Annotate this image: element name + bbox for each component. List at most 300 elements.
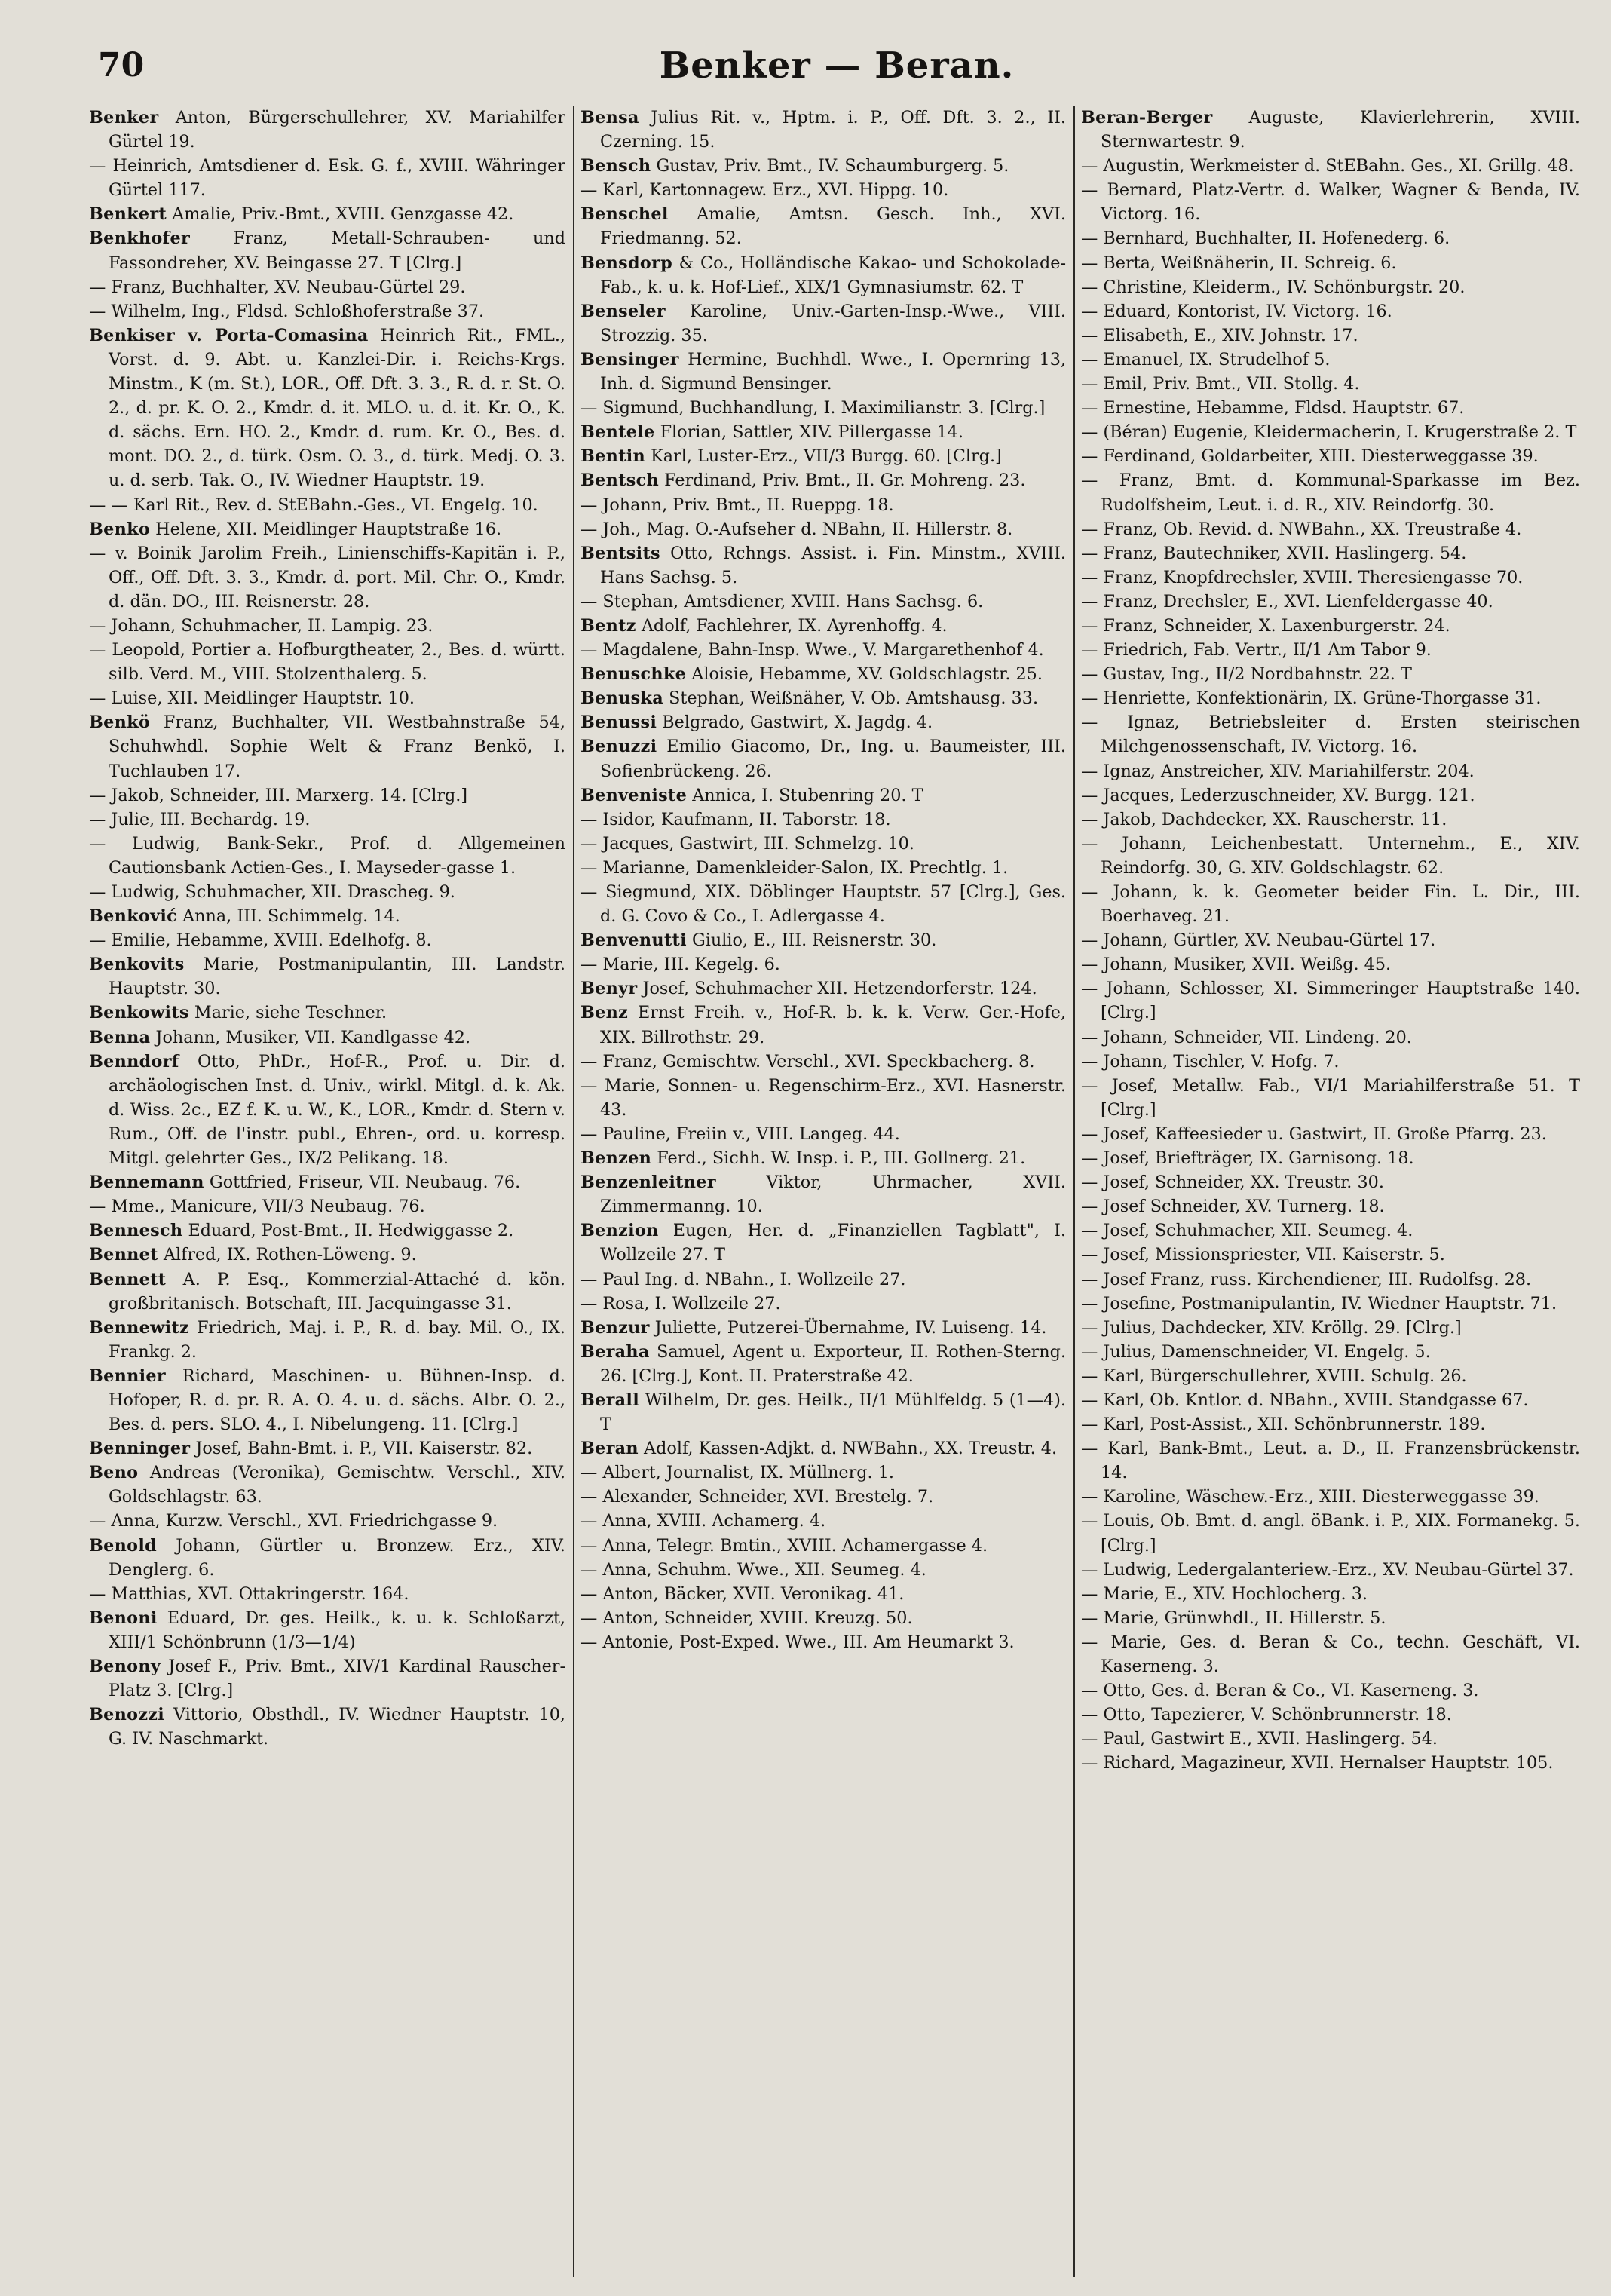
entry-details: — Antonie, Post-Exped. Wwe., III. Am Heumarkt 3.: [580, 1632, 1015, 1652]
directory-entry: [580, 1001, 1066, 1049]
directory-entry: [89, 880, 565, 904]
entry-details: Adolf, Fachlehrer, IX. Ayrenhoffg. 4.: [641, 615, 948, 636]
directory-entry: [580, 517, 1066, 541]
entry-details: — Franz, Schneider, X. Laxenburgerstr. 24.: [1081, 615, 1450, 636]
entry-surname: Bennemann: [89, 1173, 204, 1193]
entry-details: — Ernestine, Hebamme, Fldsd. Hauptstr. 67.: [1081, 398, 1465, 418]
entry-details: — Josef, Schuhmacher, XII. Seumeg. 4.: [1081, 1221, 1413, 1241]
entry-details: — Siegmund, XIX. Döblinger Hauptstr. 57 [Clrg.], Ges. d. G. Covo & Co., I. Adlergasse 4.: [580, 882, 1066, 927]
entry-details: Marie, siehe Teschner.: [194, 1003, 387, 1023]
entry-details: Otto, Rchngs. Assist. i. Fin. Minstm., XVIII. Hans Sachsg. 5.: [600, 543, 1066, 587]
entry-details: — (Béran) Eugenie, Kleidermacherin, I. Krugerstraße 2. T: [1081, 422, 1577, 443]
entry-details: Josef, Schuhmacher XII. Hetzendorferstr. 124.: [642, 979, 1037, 999]
directory-entry: [580, 251, 1066, 299]
directory-entry: [1081, 783, 1580, 808]
directory-entry: [89, 1219, 565, 1243]
entry-surname: Benker: [89, 108, 159, 127]
entry-details: — Mme., Manicure, VII/3 Neubaug. 76.: [89, 1197, 425, 1217]
directory-entry: [89, 952, 565, 1001]
directory-entry: [580, 1170, 1066, 1219]
entry-details: Viktor, Uhrmacher, XVII. Zimmermanng. 10.: [600, 1173, 1066, 1217]
entry-details: Alfred, IX. Rothen-Löweng. 9.: [163, 1245, 417, 1265]
directory-entry: [89, 226, 565, 274]
entry-details: — Josefine, Postmanipulantin, IV. Wiedner Hauptstr. 71.: [1081, 1293, 1557, 1314]
entry-surname: Benzion: [580, 1221, 659, 1241]
directory-entry: [1081, 106, 1580, 154]
entry-surname: Benkiser v. Porta-Comasina: [89, 325, 369, 345]
entry-details: — Berta, Weißnäherin, II. Schreig. 6.: [1081, 253, 1397, 273]
directory-entry: [580, 1461, 1066, 1485]
directory-entry: [1081, 154, 1580, 178]
directory-entry: [89, 1582, 565, 1606]
directory-entry: [1081, 468, 1580, 517]
directory-entry: [580, 1436, 1066, 1461]
directory-entry: [89, 638, 565, 686]
entry-details: — Albert, Journalist, IX. Müllnerg. 1.: [580, 1463, 894, 1483]
directory-entry: [1081, 251, 1580, 275]
directory-entry: [1081, 396, 1580, 420]
entry-surname: Bentsch: [580, 471, 659, 491]
directory-entry: [1081, 1606, 1580, 1630]
entry-details: — Augustin, Werkmeister d. StEBahn. Ges., XI. Grillg. 48.: [1081, 156, 1574, 176]
entry-details: — Jakob, Dachdecker, XX. Rauscherstr. 11.: [1081, 809, 1447, 829]
directory-entry: [1081, 808, 1580, 832]
entry-details: — Eduard, Kontorist, IV. Victorg. 16.: [1081, 301, 1392, 321]
directory-entry: [580, 1630, 1066, 1654]
directory-entry: [580, 1388, 1066, 1436]
directory-entry: [580, 1534, 1066, 1558]
entry-details: — Marie, Ges. d. Beran & Co., techn. Geschäft, VI. Kaserneng. 3.: [1081, 1632, 1580, 1676]
directory-entry: [580, 1050, 1066, 1074]
entry-details: — Anton, Schneider, XVIII. Kreuzg. 50.: [580, 1608, 913, 1628]
entry-details: — Johann, Leichenbestatt. Unternehm., E., XIV. Reindorfg. 30, G. XIV. Goldschlagstr. 62.: [1081, 833, 1580, 878]
entry-surname: Benzen: [580, 1148, 652, 1169]
directory-entry: [89, 1001, 565, 1025]
directory-entry: [89, 1025, 565, 1050]
directory-entry: [580, 1485, 1066, 1509]
entry-details: Gustav, Priv. Bmt., IV. Schaumburgerg. 5.: [656, 156, 1009, 176]
entry-surname: Benuzzi: [580, 737, 657, 757]
entry-surname: Benuska: [580, 688, 664, 709]
entry-details: — Ludwig, Bank-Sekr., Prof. d. Allgemeinen Cautionsbank Actien-Ges., I. Mayseder-gasse 1.: [89, 833, 565, 878]
entry-details: — Karl, Post-Assist., XII. Schönbrunnerstr. 189.: [1081, 1415, 1486, 1435]
entry-details: Stephan, Weißnäher, V. Ob. Amtshausg. 33.: [669, 688, 1039, 709]
entry-surname: Bentz: [580, 615, 636, 636]
directory-entry: [580, 493, 1066, 517]
entry-details: Eugen, Her. d. „Finanziellen Tagblatt", I. Wollzeile 27. T: [600, 1221, 1066, 1265]
entry-details: Karoline, Univ.-Garten-Insp.-Wwe., VIII. Strozzig. 35.: [600, 301, 1066, 345]
directory-entry: [89, 1703, 565, 1751]
entry-details: — Isidor, Kaufmann, II. Taborstr. 18.: [580, 809, 891, 829]
entry-details: Emilio Giacomo, Dr., Ing. u. Baumeister, III. Sofienbrückeng. 26.: [600, 737, 1066, 781]
entry-details: Ferd., Sichh. W. Insp. i. P., III. Gollnerg. 21.: [657, 1148, 1026, 1169]
entry-details: — Elisabeth, E., XIV. Johnstr. 17.: [1081, 325, 1358, 345]
directory-entry: [89, 1170, 565, 1194]
entry-surname: Benkovits: [89, 955, 185, 975]
directory-entry: [1081, 614, 1580, 638]
directory-entry: [89, 1268, 565, 1316]
entry-details: Heinrich Rit., FML., Vorst. d. 9. Abt. u. Kanzlei-Dir. i. Reichs-Krgs. Minstm., K (m. St.), LOR., Off. Dft. 3. 3., R. d. r. St. O. 2., d. pr. K. O. 2., Kmdr. d. it. MLO. u. d. it. Kr. O., K. d. sächs. Ern. HO. 2., Kmdr. d. rum. Kr. O., Bes. d. mont. DO. 2., d. türk. Osm. O. 3., d. türk. Medj. O. 3. u. d. serb. Tak. O., IV. Wiedner Hauptstr. 19.: [109, 325, 565, 491]
entry-details: — Karl, Kartonnagew. Erz., XVI. Hippg. 10.: [580, 180, 949, 201]
entry-details: — Johann, Tischler, V. Hofg. 7.: [1081, 1051, 1340, 1071]
column-2: [580, 106, 1066, 2277]
entry-details: — Karl, Bank-Bmt., Leut. a. D., II. Franzensbrückenstr. 14.: [1081, 1439, 1580, 1483]
directory-entry: [1081, 1050, 1580, 1074]
entry-details: — Johann, Schlosser, XI. Simmeringer Hauptstraße 140. [Clrg.]: [1081, 979, 1580, 1023]
directory-entry: [1081, 323, 1580, 348]
directory-entry: [1081, 1074, 1580, 1122]
entry-details: — Franz, Knopfdrechsler, XVIII. Theresiengasse 70.: [1081, 567, 1524, 587]
directory-entry: [1081, 517, 1580, 541]
entry-details: — Stephan, Amtsdiener, XVIII. Hans Sachsg. 6.: [580, 591, 984, 612]
directory-entry: [89, 154, 565, 202]
directory-entry: [89, 541, 565, 614]
directory-entry: [89, 904, 565, 928]
entry-details: A. P. Esq., Kommerzial-Attaché d. kön. großbritanisch. Botschaft, III. Jacquingasse 31.: [109, 1269, 565, 1314]
directory-entry: [1081, 1122, 1580, 1146]
directory-entry: [580, 856, 1066, 880]
directory-entry: [580, 1292, 1066, 1316]
entry-details: — Julie, III. Bechardg. 19.: [89, 809, 311, 829]
directory-entry: [1081, 1219, 1580, 1243]
entry-surname: Bensa: [580, 108, 639, 127]
directory-entry: [580, 202, 1066, 250]
directory-entry: [1081, 662, 1580, 686]
directory-entry: [1081, 928, 1580, 952]
directory-entry: [1081, 710, 1580, 759]
directory-columns: [89, 106, 1593, 2277]
entry-details: — Josef, Schneider, XX. Treustr. 30.: [1081, 1173, 1384, 1193]
entry-details: — Rosa, I. Wollzeile 27.: [580, 1293, 781, 1314]
entry-details: Samuel, Agent u. Exporteur, II. Rothen-Sterng. 26. [Clrg.], Kont. II. Praterstraße 42.: [600, 1341, 1066, 1386]
entry-details: — Christine, Kleiderm., IV. Schönburgstr. 20.: [1081, 277, 1466, 297]
entry-details: — Sigmund, Buchhandlung, I. Maximilianstr. 3. [Clrg.]: [580, 398, 1046, 418]
entry-surname: Benkö: [89, 713, 151, 733]
directory-entry: [1081, 1703, 1580, 1727]
directory-entry: [1081, 638, 1580, 662]
entry-details: Johann, Gürtler u. Bronzew. Erz., XIV. Denglerg. 6.: [109, 1535, 565, 1580]
entry-surname: Benko: [89, 519, 151, 539]
entry-details: Richard, Maschinen- u. Bühnen-Insp. d. Hofoper, R. d. pr. R. A. O. 4. u. d. sächs. Albr. O. 2., Bes. d. pers. SLO. 4., I. Nibelungeng. 11. [Clrg.]: [109, 1366, 565, 1435]
directory-entry: [1081, 1025, 1580, 1050]
entry-surname: Benold: [89, 1535, 157, 1556]
directory-entry: [580, 1509, 1066, 1533]
entry-details: Florian, Sattler, XIV. Pillergasse 14.: [660, 422, 963, 443]
column-3: [1081, 106, 1580, 2277]
directory-entry: [89, 202, 565, 226]
directory-entry: [89, 1461, 565, 1509]
directory-entry: [89, 1534, 565, 1582]
entry-details: Franz, Buchhalter, VII. Westbahnstraße 54, Schuhwhdl. Sophie Welt & Franz Benkö, I. Tuchlauben 17.: [109, 713, 565, 781]
directory-entry: [89, 323, 565, 493]
entry-surname: Bennet: [89, 1245, 158, 1265]
entry-details: & Co., Holländische Kakao- und Schokolade-Fab., k. u. k. Hof-Lief., XIX/1 Gymnasiumstr. 62. T: [600, 253, 1066, 297]
entry-details: — Franz, Bautechniker, XVII. Haslingerg. 54.: [1081, 543, 1467, 563]
entry-surname: Benz: [580, 1003, 629, 1023]
entry-details: — Alexander, Schneider, XVI. Brestelg. 7.: [580, 1487, 934, 1507]
entry-details: — Magdalene, Bahn-Insp. Wwe., V. Margarethenhof 4.: [580, 640, 1044, 661]
entry-details: — Bernhard, Buchhalter, II. Hofenederg. 6.: [1081, 228, 1450, 249]
directory-entry: [1081, 178, 1580, 226]
directory-entry: [580, 952, 1066, 976]
entry-surname: Beran: [580, 1439, 639, 1459]
directory-entry: [89, 1606, 565, 1654]
entry-details: — Friedrich, Fab. Vertr., II/1 Am Tabor 9.: [1081, 640, 1432, 661]
entry-surname: Benkhofer: [89, 228, 190, 249]
entry-details: — Franz, Drechsler, E., XVI. Lienfeldergasse 40.: [1081, 591, 1493, 612]
directory-entry: [1081, 1340, 1580, 1364]
entry-details: — Paul, Gastwirt E., XVII. Haslingerg. 54.: [1081, 1729, 1438, 1749]
entry-details: Amalie, Priv.-Bmt., XVIII. Genzgasse 42.: [172, 204, 514, 225]
entry-details: — v. Boinik Jarolim Freih., Linienschiffs-Kapitän i. P., Off., Off. Dft. 3. 3., Kmdr. d. port. Mil. Chr. O., Kmdr. d. dän. DO., III. Reisnerstr. 28.: [89, 543, 565, 612]
entry-surname: Bennett: [89, 1269, 167, 1289]
directory-entry: [1081, 1436, 1580, 1485]
entry-details: — Marie, E., XIV. Hochlocherg. 3.: [1081, 1583, 1368, 1604]
entry-details: — Louis, Ob. Bmt. d. angl. öBank. i. P., XIX. Formanekg. 5. [Clrg.]: [1081, 1511, 1580, 1556]
entry-details: — Marie, Sonnen- u. Regenschirm-Erz., XVI. Hasnerstr. 43.: [580, 1075, 1066, 1120]
directory-entry: [580, 976, 1066, 1001]
entry-details: — Marie, III. Kegelg. 6.: [580, 955, 780, 975]
directory-entry: [580, 396, 1066, 420]
entry-details: — Johann, Schneider, VII. Lindeng. 20.: [1081, 1027, 1412, 1047]
entry-surname: Benninger: [89, 1439, 191, 1459]
directory-entry: [1081, 1485, 1580, 1509]
entry-details: — Julius, Dachdecker, XIV. Kröllg. 29. [Clrg.]: [1081, 1317, 1462, 1338]
directory-entry: [1081, 1412, 1580, 1436]
directory-entry: [580, 1558, 1066, 1582]
entry-details: — Pauline, Freiin v., VIII. Langeg. 44.: [580, 1123, 900, 1144]
entry-details: Anton, Bürgerschullehrer, XV. Mariahilfer Gürtel 19.: [109, 108, 565, 152]
entry-details: — Otto, Tapezierer, V. Schönbrunnerstr. 18.: [1081, 1705, 1452, 1725]
entry-details: Ernst Freih. v., Hof-R. b. k. k. Verw. Ger.-Hofe, XIX. Billrothstr. 29.: [600, 1003, 1066, 1047]
entry-details: Friedrich, Maj. i. P., R. d. bay. Mil. O., IX. Frankg. 2.: [109, 1317, 565, 1362]
directory-entry: [89, 614, 565, 638]
entry-details: — Karoline, Wäschew.-Erz., XIII. Diesterweggasse 39.: [1081, 1487, 1539, 1507]
entry-details: — Anna, Kurzw. Verschl., XVI. Friedrichgasse 9.: [89, 1511, 498, 1531]
directory-entry: [89, 1316, 565, 1364]
directory-entry: [580, 106, 1066, 154]
directory-entry: [1081, 590, 1580, 614]
entry-details: — Paul Ing. d. NBahn., I. Wollzeile 27.: [580, 1269, 906, 1289]
entry-details: Josef F., Priv. Bmt., XIV/1 Kardinal Rauscher-Platz 3. [Clrg.]: [109, 1657, 565, 1701]
entry-details: — Josef, Kaffeesieder u. Gastwirt, II. Große Pfarrg. 23.: [1081, 1123, 1547, 1144]
entry-details: — Anna, Telegr. Bmtin., XVIII. Achamergasse 4.: [580, 1535, 988, 1556]
entry-details: Amalie, Amtsn. Gesch. Inh., XVI. Friedmanng. 52.: [600, 204, 1066, 249]
directory-entry: [580, 444, 1066, 468]
entry-surname: Benseler: [580, 301, 666, 321]
entry-surname: Beraha: [580, 1341, 650, 1362]
entry-surname: Bentsits: [580, 543, 660, 563]
entry-details: — Anton, Bäcker, XVII. Veronikag. 41.: [580, 1583, 905, 1604]
directory-entry: [1081, 832, 1580, 880]
entry-details: Marie, Postmanipulantin, III. Landstr. Hauptstr. 30.: [109, 955, 565, 999]
entry-surname: Benveniste: [580, 785, 688, 805]
directory-entry: [580, 1606, 1066, 1630]
directory-entry: [580, 590, 1066, 614]
entry-details: — Wilhelm, Ing., Fldsd. Schloßhoferstraße 37.: [89, 301, 485, 321]
directory-entry: [1081, 1194, 1580, 1219]
directory-entry: [1081, 1388, 1580, 1412]
directory-entry: [89, 808, 565, 832]
entry-details: — Josef, Briefträger, IX. Garnisong. 18.: [1081, 1148, 1414, 1169]
entry-surname: Bensch: [580, 156, 651, 176]
entry-details: Juliette, Putzerei-Übernahme, IV. Luiseng. 14.: [654, 1317, 1047, 1338]
entry-details: — Johann, Priv. Bmt., II. Rueppg. 18.: [580, 495, 894, 515]
entry-details: — Emil, Priv. Bmt., VII. Stollg. 4.: [1081, 374, 1360, 394]
entry-details: — Joh., Mag. O.-Aufseher d. NBahn, II. Hillerstr. 8.: [580, 519, 1013, 539]
directory-entry: [1081, 1146, 1580, 1170]
entry-details: — Franz, Gemischtw. Verschl., XVI. Speckbacherg. 8.: [580, 1051, 1035, 1071]
directory-entry: [1081, 299, 1580, 323]
directory-entry: [580, 178, 1066, 202]
directory-entry: [580, 638, 1066, 662]
entry-details: Wilhelm, Dr. ges. Heilk., II/1 Mühlfeldg. 5 (1—4). T: [600, 1390, 1066, 1435]
entry-details: Johann, Musiker, VII. Kandlgasse 42.: [155, 1027, 471, 1047]
column-1: [89, 106, 565, 2277]
directory-entry: [1081, 1630, 1580, 1678]
entry-surname: Bennewitz: [89, 1317, 189, 1338]
directory-entry: [1081, 1678, 1580, 1703]
directory-entry: [89, 493, 565, 517]
entry-details: — Josef Schneider, XV. Turnerg. 18.: [1081, 1197, 1385, 1217]
entry-details: — Luise, XII. Meidlinger Hauptstr. 10.: [89, 688, 415, 709]
entry-details: — Leopold, Portier a. Hofburgtheater, 2., Bes. d. württ. silb. Verd. M., VIII. Stolzenthalerg. 5.: [89, 640, 565, 685]
directory-entry: [1081, 1170, 1580, 1194]
entry-details: Karl, Luster-Erz., VII/3 Burgg. 60. [Clrg.]: [651, 446, 1002, 467]
directory-entry: [89, 1050, 565, 1170]
directory-entry: [1081, 226, 1580, 250]
entry-surname: Bennesch: [89, 1221, 183, 1241]
entry-details: Auguste, Klavierlehrerin, XVIII. Sternwartestr. 9.: [1101, 108, 1580, 152]
entry-details: — Anna, XVIII. Achamerg. 4.: [580, 1511, 826, 1531]
directory-entry: [1081, 759, 1580, 783]
entry-details: Franz, Metall-Schrauben- und Fassondreher, XV. Beingasse 27. T [Clrg.]: [109, 228, 565, 273]
entry-details: Adolf, Kassen-Adjkt. d. NWBahn., XX. Treustr. 4.: [644, 1439, 1058, 1459]
entry-details: Eduard, Post-Bmt., II. Hedwiggasse 2.: [188, 1221, 514, 1241]
directory-entry: [580, 832, 1066, 856]
directory-entry: [1081, 372, 1580, 396]
page-title: Benker — Beran.: [659, 44, 1015, 87]
directory-entry: [89, 1194, 565, 1219]
directory-entry: [580, 614, 1066, 638]
directory-entry: [580, 662, 1066, 686]
entry-surname: Benzenleitner: [580, 1173, 716, 1193]
directory-entry: [89, 686, 565, 710]
entry-details: — Emanuel, IX. Strudelhof 5.: [1081, 349, 1331, 369]
entry-surname: Benvenutti: [580, 930, 687, 951]
entry-surname: Beno: [89, 1463, 139, 1483]
entry-surname: Bennier: [89, 1366, 166, 1386]
directory-entry: [1081, 880, 1580, 928]
directory-entry: [580, 1268, 1066, 1292]
entry-details: — Marie, Grünwhdl., II. Hillerstr. 5.: [1081, 1608, 1386, 1628]
directory-entry: [1081, 566, 1580, 590]
directory-entry: [1081, 275, 1580, 299]
entry-surname: Bensinger: [580, 349, 679, 369]
directory-entry: [89, 275, 565, 299]
entry-surname: Bentele: [580, 422, 655, 443]
directory-entry: [89, 106, 565, 154]
directory-entry: [89, 517, 565, 541]
page-header: [98, 41, 1576, 102]
directory-entry: [580, 783, 1066, 808]
directory-entry: [580, 686, 1066, 710]
entry-details: — Gustav, Ing., II/2 Nordbahnstr. 22. T: [1081, 664, 1412, 685]
directory-entry: [1081, 1582, 1580, 1606]
entry-surname: Benković: [89, 906, 177, 927]
entry-details: — Anna, Schuhm. Wwe., XII. Seumeg. 4.: [580, 1559, 926, 1580]
entry-surname: Bentin: [580, 446, 646, 467]
directory-entry: [89, 1654, 565, 1703]
directory-entry: [580, 880, 1066, 928]
entry-details: — Marianne, Damenkleider-Salon, IX. Prechtlg. 1.: [580, 857, 1009, 878]
directory-entry: [580, 1074, 1066, 1122]
entry-surname: Benony: [89, 1657, 161, 1676]
entry-details: — Jacques, Lederzuschneider, XV. Burgg. 121.: [1081, 785, 1475, 805]
entry-details: — Matthias, XVI. Ottakringerstr. 164.: [89, 1583, 409, 1604]
directory-entry: [1081, 1364, 1580, 1388]
entry-details: Helene, XII. Meidlinger Hauptstraße 16.: [155, 519, 502, 539]
directory-entry: [1081, 348, 1580, 372]
entry-details: Vittorio, Obsthdl., IV. Wiedner Hauptstr. 10, G. IV. Naschmarkt.: [109, 1705, 565, 1749]
directory-entry: [1081, 1268, 1580, 1292]
entry-details: — Johann, k. k. Geometer beider Fin. L. Dir., III. Boerhaveg. 21.: [1081, 882, 1580, 927]
entry-surname: Bensdorp: [580, 253, 672, 273]
directory-entry: [580, 299, 1066, 348]
entry-details: — Otto, Ges. d. Beran & Co., VI. Kaserneng. 3.: [1081, 1681, 1479, 1701]
entry-details: Eduard, Dr. ges. Heilk., k. u. k. Schloßarzt, XIII/1 Schönbrunn (1/3—1/4): [109, 1608, 565, 1652]
entry-details: Julius Rit. v., Hptm. i. P., Off. Dft. 3. 2., II. Czerning. 15.: [600, 108, 1066, 152]
directory-entry: [89, 710, 565, 783]
directory-entry: [1081, 541, 1580, 566]
entry-surname: Benozzi: [89, 1705, 165, 1725]
entry-details: — Josef, Missionspriester, VII. Kaiserstr. 5.: [1081, 1245, 1445, 1265]
entry-details: Anna, III. Schimmelg. 14.: [182, 906, 400, 927]
directory-entry: [1081, 1751, 1580, 1775]
entry-details: — Ludwig, Ledergalanteriew.-Erz., XV. Neubau-Gürtel 37.: [1081, 1559, 1574, 1580]
entry-details: — Johann, Musiker, XVII. Weißg. 45.: [1081, 955, 1392, 975]
entry-details: Josef, Bahn-Bmt. i. P., VII. Kaiserstr. 82.: [195, 1439, 533, 1459]
entry-details: — — Karl Rit., Rev. d. StEBahn.-Ges., VI. Engelg. 10.: [89, 495, 538, 515]
entry-details: — Henriette, Konfektionärin, IX. Grüne-Thorgasse 31.: [1081, 688, 1542, 709]
entry-surname: Benzur: [580, 1317, 650, 1338]
directory-entry: [580, 1122, 1066, 1146]
entry-details: — Ludwig, Schuhmacher, XII. Drascheg. 9.: [89, 882, 455, 902]
entry-details: Belgrado, Gastwirt, X. Jagdg. 4.: [662, 713, 933, 733]
directory-entry: [580, 1582, 1066, 1606]
entry-details: — Karl, Bürgerschullehrer, XVIII. Schulg. 26.: [1081, 1366, 1467, 1386]
entry-surname: Beran-Berger: [1081, 108, 1213, 127]
entry-details: — Emilie, Hebamme, XVIII. Edelhofg. 8.: [89, 930, 432, 951]
entry-surname: Berall: [580, 1390, 639, 1410]
directory-entry: [89, 832, 565, 880]
entry-details: — Richard, Magazineur, XVII. Hernalser Hauptstr. 105.: [1081, 1753, 1554, 1773]
entry-details: — Josef, Metallw. Fab., VI/1 Mariahilferstraße 51. T [Clrg.]: [1081, 1075, 1580, 1120]
entry-details: Andreas (Veronika), Gemischtw. Verschl., XIV. Goldschlagstr. 63.: [109, 1463, 565, 1507]
entry-details: — Julius, Damenschneider, VI. Engelg. 5.: [1081, 1341, 1431, 1362]
entry-details: — Jacques, Gastwirt, III. Schmelzg. 10.: [580, 833, 914, 854]
entry-surname: Benoni: [89, 1608, 158, 1628]
entry-details: — Johann, Gürtler, XV. Neubau-Gürtel 17.: [1081, 930, 1436, 951]
entry-details: Aloisie, Hebamme, XV. Goldschlagstr. 25.: [691, 664, 1043, 685]
directory-entry: [89, 1509, 565, 1533]
directory-entry: [580, 348, 1066, 396]
directory-entry: [1081, 1243, 1580, 1267]
entry-surname: Benyr: [580, 979, 638, 999]
entry-details: — Bernard, Platz-Vertr. d. Walker, Wagner & Benda, IV. Victorg. 16.: [1081, 180, 1580, 225]
entry-surname: Benschel: [580, 204, 669, 225]
entry-details: Ferdinand, Priv. Bmt., II. Gr. Mohreng. 23.: [664, 471, 1026, 491]
